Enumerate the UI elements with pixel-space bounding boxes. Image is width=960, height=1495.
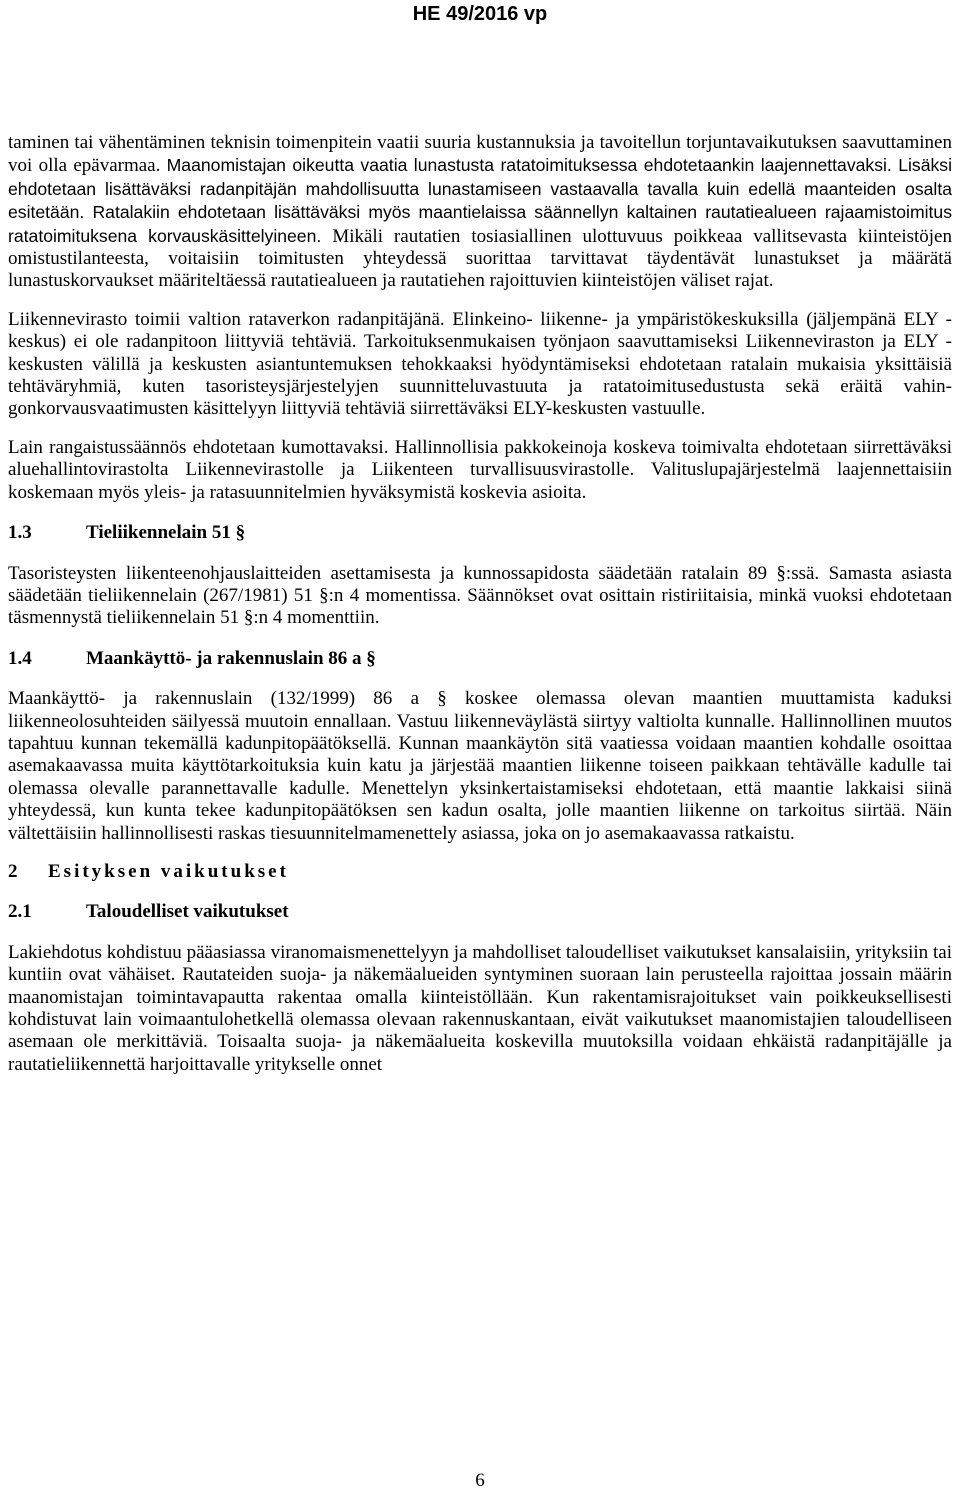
paragraph-land-use-act: Maankäyttö- ja rakennuslain (132/1999) 86 a § koskee olemassa olevan maantien muuttamista kaduksi liikenneolosuhteiden säilyessä muutoin ennallaan. Vastuu liikenneväylästä siirtyy valtiolta kunnalle. Hallinnollinen muutos tapahtuu kunnan tekemällä kadunpitopäätöksellä. Kunnan maankäytön sitä vaatiessa voidaan maantien kohdalle osoittaa asemakaavassa muita käyttötarkoituksia kuin katu ja järjestää maantien liikenne toiseen paikkaan tehtävälle kadulle tai olemassa olevalle parannettavalle kadulle. Menettelyn yksinkertaistamiseksi ehdotetaan, että maantie lakkaisi siinä yhteydessä, kun kunta tekee kadunpitopäätöksen sen kadun osalta, jolle maantien liikenne on tarkoitus siirtää. Näin vältettäisiin hallinnollisesti raskas tiesuunnitelmamenettely asiassa, joka on jo asemakaavassa ratkaistu. [8, 688, 952, 844]
section-title: Maankäyttö- ja rakennuslain 86 a § [86, 647, 376, 669]
page-number: 6 [475, 1470, 485, 1491]
section-heading-2-1 [8, 901, 952, 923]
paragraph-economic-effects: Lakiehdotus kohdistuu pääasiassa viranomaismenettelyyn ja mahdolliset taloudelliset vaikutukset kansalaisiin, yrityksiin tai kuntiin ovat vähäiset. Rautateiden suoja- ja näkemäalueiden syntyminen suoraan lain perusteella rajoittaa jossain määrin maanomistajan toimintavapautta rakentaa omalla kiinteistöllään. Kun rakentamisrajoitukset vain poikkeuksellisesti kohdistuvat lain voimaantulohetkellä olemassa olevaan rakennuskantaan, eivät vaikutukset maanomistajien taloudelliseen asemaan ole merkittäviä. Toisaalta suoja- ja näkemäalueita koskevilla muutoksilla voidaan ehkäistä radanpitäjälle ja rautatieliikennettä harjoittavalle yritykselle onnet [8, 941, 952, 1075]
paragraph-segment: taminen tai vähentäminen teknisin toimenpitein vaatii suuria kustannuksia ja tavoitellun torjuntavaikutuksen saavuttaminen voi olla epävarmaa. [8, 132, 952, 177]
paragraph-liikennevirasto: Liikennevirasto toimii valtion rataverkon radanpitäjänä. Elinkeino- liikenne- ja ympäristökeskuksilla (jäljempänä ELY -keskus) ei ole radanpitoon liittyviä tehtäviä. Tarkoituksenmukaisen työnjaon saavuttamiseksi Liikenneviraston ja ELY -keskusten välillä ja keskusten asiantuntemuksen tehokkaaksi hyödyntämiseksi ehdotetaan ratalain mukaisia yksittäisiä tehtäväryhmiä, kuten tasoristeysjärjestelyjen suunnitteluvastuuta ja ratatoimitusedustusta sekä eräitä vahingonkorvausvaatimusten käsittelyyn liittyviä tehtäviä siirrettäväksi ELY-keskusten vastuulle. [8, 308, 952, 420]
document-id-header: HE 49/2016 vp [412, 3, 548, 25]
section-number: 1.3 [8, 522, 32, 544]
section-title: Tieliikennelain 51 § [86, 522, 246, 544]
section-number: 2 [8, 860, 18, 882]
document-body [8, 132, 952, 1092]
section-heading-2 [8, 861, 952, 883]
section-number: 2.1 [8, 901, 32, 923]
paragraph-segment: Mikäli rautatien tosiasiallinen ulottuvuus poikkeaa vallitsevasta kiinteistöjen omistustilanteesta, voitaisiin toimitusten yhteydessä suorittaa tarvittavat täydentävät lunastukset ja määrätä lunastuskorvaukset määriteltäessä rautatiealueen ja rautatiehen rajoittuvien kiinteistöjen väliset rajat. [8, 225, 952, 292]
paragraph-level-crossings: Tasoristeysten liikenteenohjauslaitteiden asettamisesta ja kunnossapidosta säädetään ratalain 89 §:ssä. Samasta asiasta säädetään tieliikennelain (267/1981) 51 §:n 4 momentissa. Säännökset ovat osittain ristiriitaisia, minkä vuoksi ehdotetaan täsmennystä tieliikennelain 51 §:n 4 momenttiin. [8, 562, 952, 629]
section-title: Esityksen vaikutukset [48, 860, 289, 882]
paragraph-segment-sans: Maanomistajan oikeutta vaatia lunastusta ratatoimituksessa ehdotetaankin laajennettavaksi. Lisäksi ehdotetaan lisättäväksi radanpitäjän mahdollisuutta lunastamiseen vastaavalla tavalla kuin edellä maanteiden osalta esitetään. Ratalakiin ehdotetaan lisättäväksi myös maantielaissa säännellyn kaltainen rautatiealueen rajaamistoimitus ratatoimituksena korvauskäsittelyineen. [8, 155, 952, 246]
paragraph-railway-expropriation [8, 132, 952, 293]
paragraph-penalty-provision: Lain rangaistussäännös ehdotetaan kumottavaksi. Hallinnollisia pakkokeinoja koskeva toimivalta ehdotetaan siirrettäväksi aluehallintovirastolta Liikennevirastolle ja Liikenteen turvallisuusvirastolle. Valituslupajärjestelmä laajennettaisiin koskemaan myös yleis- ja ratasuunnitelmien hyväksymistä koskevia asioita. [8, 436, 952, 503]
section-title: Taloudelliset vaikutukset [86, 901, 289, 923]
section-number: 1.4 [8, 647, 32, 669]
section-heading-1-4 [8, 648, 952, 670]
section-heading-1-3 [8, 522, 952, 544]
